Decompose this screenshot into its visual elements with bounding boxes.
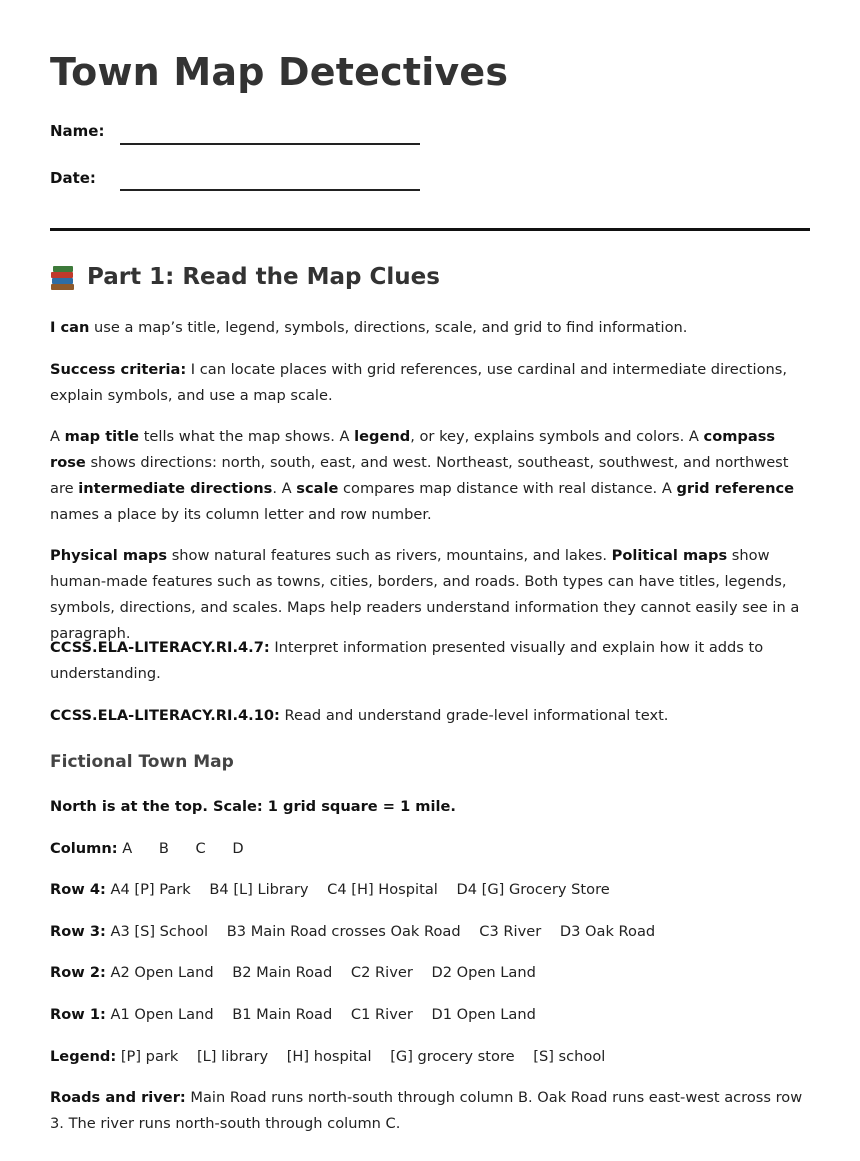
term-grid-reference: grid reference <box>676 480 795 497</box>
map-row-1 <box>50 1002 810 1028</box>
map-columns <box>50 836 810 862</box>
cell-b4: B4 [L] Library <box>209 881 309 898</box>
cell-a4: A4 [P] Park <box>110 881 191 898</box>
row-2-label: Row 2: <box>50 964 106 981</box>
cell-a3: A3 [S] School <box>110 923 209 940</box>
map-terms-paragraph: A map title tells what the map shows. A legend, or key, explains symbols and colors. A compass rose shows directions: north, south, east, and west. Northeast, southeast, southwest, and northwest are intermediate directions. A scale compares map distance with real distance. A grid reference names a place by its column letter and row number. <box>50 428 795 523</box>
standard-ri-4-7-text: Interpret information presented visually and explain how it adds to understanding. <box>50 639 764 682</box>
term-legend: legend <box>354 428 411 445</box>
column-b: B <box>158 840 169 857</box>
cell-a1: A1 Open Land <box>110 1006 214 1023</box>
section-divider <box>50 228 810 231</box>
map-note-text: North is at the top. Scale: 1 grid square = 1 mile. <box>50 798 456 815</box>
legend-school: [S] school <box>533 1048 606 1065</box>
column-a: A <box>122 840 133 857</box>
column-d: D <box>232 840 244 857</box>
standard-ri-4-10 <box>50 703 810 729</box>
part1-heading <box>50 264 440 290</box>
cell-c4: C4 [H] Hospital <box>327 881 438 898</box>
term-map-title: map title <box>64 428 140 445</box>
name-field <box>50 122 104 140</box>
cell-b3: B3 Main Road crosses Oak Road <box>226 923 461 940</box>
page-title: Town Map Detectives <box>50 50 509 94</box>
roads-text: Main Road runs north-south through column B. Oak Road runs east-west across row 3. The river runs north-south through column C. <box>50 1089 803 1132</box>
map-row-4 <box>50 877 810 903</box>
map-row-2 <box>50 960 810 986</box>
legend-hospital: [H] hospital <box>286 1048 372 1065</box>
standard-ri-4-7-label: CCSS.ELA-LITERACY.RI.4.7: <box>50 639 270 656</box>
books-icon <box>50 264 76 290</box>
i-can-text: use a map’s title, legend, symbols, directions, scale, and grid to find information. <box>89 319 688 336</box>
term-physical-maps: Physical maps <box>50 547 168 564</box>
map-subheading: Fictional Town Map <box>50 752 234 772</box>
map-types-paragraph: Physical maps show natural features such as rivers, mountains, and lakes. Political maps show human-made features such as towns, cities, borders, and roads. Both types can have titles, legends, symbols, directions, and scales. Maps help readers understand information they cannot easily see in a paragraph. <box>50 547 800 642</box>
row-3-label: Row 3: <box>50 923 106 940</box>
i-can-label: I can <box>50 319 90 336</box>
success-criteria-label: Success criteria: <box>50 361 187 378</box>
standard-ri-4-10-label: CCSS.ELA-LITERACY.RI.4.10: <box>50 707 280 724</box>
standard-ri-4-7 <box>50 635 810 687</box>
map-legend <box>50 1044 810 1070</box>
map-note <box>50 794 810 820</box>
cell-c1: C1 River <box>350 1006 413 1023</box>
cell-d3: D3 Oak Road <box>559 923 656 940</box>
cell-b2: B2 Main Road <box>232 964 333 981</box>
cell-c3: C3 River <box>479 923 542 940</box>
part1-heading-text: Part 1: Read the Map Clues <box>87 264 440 290</box>
legend-label: Legend: <box>50 1048 117 1065</box>
term-compass-rose: compass rose <box>50 428 776 471</box>
name-blank-line[interactable] <box>120 143 420 145</box>
name-label: Name: <box>50 122 105 140</box>
term-intermediate-directions: intermediate directions <box>78 480 273 497</box>
success-criteria <box>50 357 810 409</box>
cell-d4: D4 [G] Grocery Store <box>456 881 610 898</box>
cell-d1: D1 Open Land <box>431 1006 536 1023</box>
column-c: C <box>195 840 206 857</box>
cell-a2: A2 Open Land <box>110 964 214 981</box>
date-blank-line[interactable] <box>120 189 420 191</box>
success-criteria-text: I can locate places with grid references, use cardinal and intermediate directions, explain symbols, and use a map scale. <box>50 361 788 404</box>
cell-d2: D2 Open Land <box>431 964 536 981</box>
legend-library: [L] library <box>196 1048 269 1065</box>
roads-and-river <box>50 1085 810 1137</box>
cell-b1: B1 Main Road <box>232 1006 333 1023</box>
date-field <box>50 169 96 187</box>
date-label: Date: <box>50 169 96 187</box>
legend-park: [P] park <box>120 1048 179 1065</box>
row-4-label: Row 4: <box>50 881 106 898</box>
map-row-3 <box>50 919 810 945</box>
standard-ri-4-10-text: Read and understand grade-level informational text. <box>279 707 669 724</box>
legend-grocery-store: [G] grocery store <box>390 1048 515 1065</box>
cell-c2: C2 River <box>350 964 413 981</box>
row-1-label: Row 1: <box>50 1006 106 1023</box>
term-political-maps: Political maps <box>611 547 728 564</box>
column-label: Column: <box>50 840 118 857</box>
roads-label: Roads and river: <box>50 1089 186 1106</box>
i-can-statement <box>50 315 810 341</box>
term-scale: scale <box>296 480 339 497</box>
